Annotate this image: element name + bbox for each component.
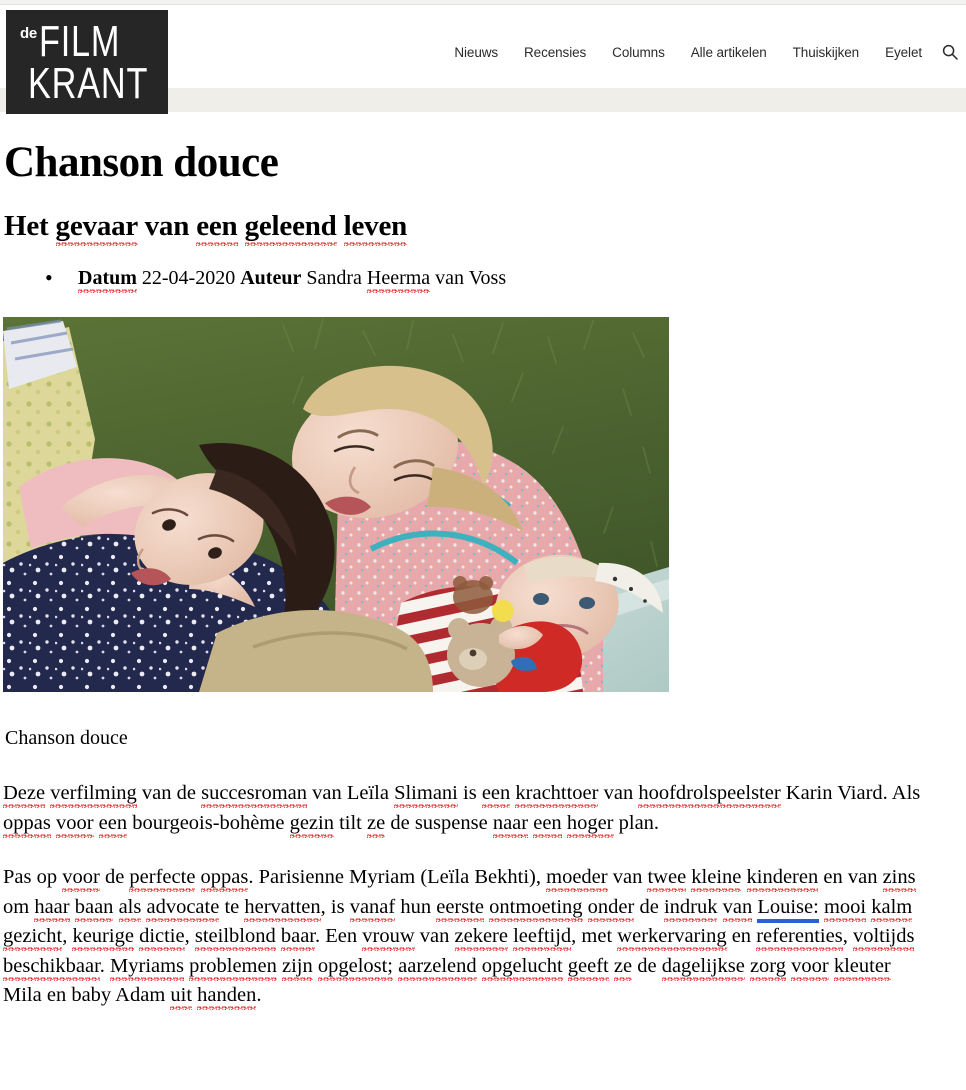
body-text [70,896,75,918]
meta-author-label: Auteur [240,267,302,290]
body-text: hun [395,895,437,918]
lead-word: Slimani [394,782,458,808]
site-logo[interactable] [6,10,168,114]
body-text: , [62,925,73,948]
meta-author-tail: van Voss [430,267,507,290]
body-word: haar [34,896,69,922]
site-header [0,6,966,112]
article [0,112,966,1011]
lead-text: van [598,782,639,805]
body-text: , [842,925,853,948]
body-word: kinderen [747,866,819,892]
body-text: Pas op [3,866,63,889]
body-word: leeftijd [513,925,571,951]
lead-word: Deze [3,782,45,808]
body-text: , met [571,925,618,948]
logo-prefix: de [20,24,37,42]
body-word: dictie [139,925,185,951]
top-hairline-strip [0,0,966,5]
body-word: problemen [189,955,277,981]
figure-caption: Chanson douce [5,727,128,750]
body-text: . Een [315,925,363,948]
lead-word: succesroman [201,782,307,808]
meta-author-first: Sandra [301,267,367,290]
lead-word: een [533,812,561,838]
article-figure [0,292,966,751]
body-word: twee [647,866,686,892]
nav-columns[interactable]: Columns [612,44,665,60]
lead-text [94,812,99,834]
body-word: ze [614,955,632,981]
lead-word: voor [56,812,94,838]
body-text: te [219,895,245,918]
body-text [113,896,118,918]
subtitle-misspelled-word: een [196,210,237,246]
body-word: kleine [691,866,741,892]
lead-word: gezin [290,812,334,838]
body-word: baan [75,896,114,922]
body-word: vrouw [362,925,414,951]
body-text: . [256,984,262,1007]
lead-word: hoger [567,812,614,838]
subtitle-misspelled-word: gevaar [56,210,138,246]
body-text [741,866,746,888]
body-word: Myriams [110,955,184,981]
body-word: als [119,896,142,922]
meta-author-misspelled: Heerma [367,267,430,293]
body-word: zorg [750,955,786,981]
nav-thuiskijken[interactable]: Thuiskijken [792,44,860,60]
body-text: en van [818,866,883,889]
lead-word: verfilming [50,782,137,808]
logo-word-krant: KRANT [28,59,149,108]
body-word: indruk [664,896,718,922]
body-text: , is [320,895,350,918]
body-word: zekere [455,925,508,951]
body-text: om [3,895,35,918]
body-word: vanaf [350,896,396,922]
nav-alle-artikelen[interactable]: Alle artikelen [690,44,767,60]
logo-line-one [20,17,143,66]
lead-text: is [457,782,482,805]
subtitle-part [337,210,344,242]
meta-date-label: Datum [78,267,137,293]
lead-word: naar [493,812,528,838]
nav-recensies[interactable]: Recensies [524,44,587,60]
lead-word: krachttoer [515,782,598,808]
body-word: kleuter [834,955,891,981]
main-navigation [454,44,958,60]
body-word: eerste [436,896,484,922]
body-text [583,896,588,918]
body-word: handen [197,984,256,1010]
body-word: oppas [201,866,249,892]
nav-eyelet[interactable]: Eyelet [885,44,922,60]
body-text: Mila en baby Adam [3,984,171,1007]
body-text: de [99,866,130,889]
body-word: zins [883,866,916,892]
body-word: opgelost; [318,955,393,981]
body-text: de [632,954,662,977]
search-icon[interactable] [942,44,958,60]
lead-text: Karin Viard. Als [780,782,921,805]
lead-word: hoofdrolspeelster [638,782,780,808]
body-word: steilblond [195,925,276,951]
article-meta-list [0,243,966,292]
article-photo [3,317,669,692]
lead-word: een [99,812,127,838]
lead-word: oppas [3,812,51,838]
body-word: perfecte [129,866,195,892]
body-word: ontmoeting [489,896,582,922]
article-subtitle [0,185,966,243]
meta-date-value: 22-04-2020 [136,267,241,290]
lead-text: van de [136,782,202,805]
subtitle-misspelled-word: leven [344,210,407,246]
logo-word-film: FILM [38,17,121,66]
body-word: kalm [871,896,912,922]
lead-word: een [482,782,510,808]
body-text [563,955,568,977]
subtitle-part [238,210,245,242]
lead-text: tilt [333,811,368,834]
body-word: beschikbaar [3,955,100,981]
body-word: referenties [756,925,843,951]
body-text: . [99,954,111,977]
lead-text: plan. [613,811,660,834]
body-word: voltijds [853,925,915,951]
body-word: werkervaring [617,925,726,951]
body-text: en [726,925,757,948]
body-word: opgelucht [482,955,563,981]
subtitle-part: Het [4,210,56,243]
body-text: de [634,895,664,918]
page-title: Chanson douce [4,139,279,186]
body-word: onder [588,896,635,922]
body-word: voor [791,955,829,981]
body-word: moeder [546,866,607,892]
body-word: van [723,896,753,922]
article-body-paragraph [0,838,928,1011]
subtitle-part: van [137,210,197,243]
body-word: hervatten [244,896,320,922]
article-lead-paragraph [0,751,923,838]
body-text: , [184,925,195,948]
lead-text: bourgeois-bohème [127,811,290,834]
body-text [717,896,722,918]
body-text [195,866,200,888]
body-text: . Parisienne Myriam (Leïla Bekhti), [248,866,547,889]
body-word: voor [62,866,100,892]
nav-nieuws[interactable]: Nieuws [454,44,499,60]
body-word: advocate [146,896,219,922]
body-word: aarzelend [398,955,477,981]
body-word: keurige [72,925,133,951]
body-word: gezicht [3,925,62,951]
body-word: uit [170,984,192,1010]
lead-word: ze [367,812,385,838]
body-word: zijn [282,955,313,981]
body-word: baar [281,925,315,951]
article-meta-item [0,265,966,292]
body-word: dagelijkse [662,955,745,981]
lead-text: de suspense [385,811,493,834]
body-grammar-word-louise: Louise: [757,896,819,923]
body-text: van [607,866,648,889]
body-word: geeft [568,955,609,981]
body-word: mooi [824,896,866,922]
lead-text: van Leïla [306,782,395,805]
body-text: van [414,925,455,948]
subtitle-misspelled-word: geleend [245,210,337,246]
